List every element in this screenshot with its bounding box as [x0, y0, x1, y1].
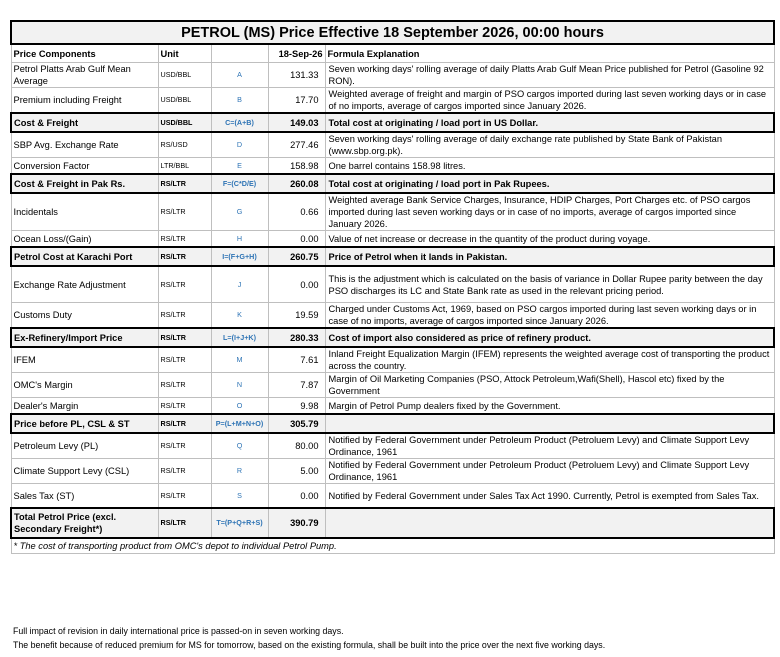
row-unit: RS/LTR	[158, 247, 211, 266]
row-formula: Total cost at originating / load port in US Dollar.	[325, 113, 774, 132]
row-formula: Weighted average Bank Service Charges, Insurance, HDIP Charges, Port Charges etc. of PSO cargos imported during last seven working days or in case of no imports, average of cargos imported since January 2026.	[325, 193, 774, 231]
header-component: Price Components	[11, 44, 158, 63]
row-formula: Value of net increase or decrease in the quantity of the product during voyage.	[325, 231, 774, 248]
row-component: Climate Support Levy (CSL)	[11, 459, 158, 484]
row-component: Ex-Refinery/Import Price	[11, 328, 158, 347]
row-component: Total Petrol Price (excl. Secondary Freight*)	[11, 508, 158, 538]
row-value: 80.00	[268, 433, 325, 459]
row-ref: G	[211, 193, 268, 231]
row-value: 0.66	[268, 193, 325, 231]
row-ref: L=(I+J+K)	[211, 328, 268, 347]
row-unit: RS/LTR	[158, 303, 211, 329]
row-value: 149.03	[268, 113, 325, 132]
row-formula: Notified by Federal Government under Petroleum Product (Petroluem Levy) and Climate Support Levy Ordinance, 1961	[325, 459, 774, 484]
row-value: 0.00	[268, 266, 325, 303]
table-row	[11, 88, 774, 114]
row-component: Dealer's Margin	[11, 398, 158, 415]
row-value: 7.61	[268, 347, 325, 373]
row-ref: P=(L+M+N+O)	[211, 414, 268, 433]
row-ref: R	[211, 459, 268, 484]
row-value: 260.75	[268, 247, 325, 266]
footnote: * The cost of transporting product from OMC's depot to individual Petrol Pump.	[11, 538, 774, 554]
row-unit: RS/LTR	[158, 414, 211, 433]
row-component: Cost & Freight in Pak Rs.	[11, 174, 158, 193]
row-ref: I=(F+G+H)	[211, 247, 268, 266]
row-ref: N	[211, 373, 268, 398]
row-formula: Notified by Federal Government under Petroleum Product (Petroluem Levy) and Climate Support Levy Ordinance, 1961	[325, 433, 774, 459]
table-row	[11, 328, 774, 347]
header-formula: Formula Explanation	[325, 44, 774, 63]
table-row	[11, 398, 774, 415]
row-formula: This is the adjustment which is calculated on the basis of variance in Dollar Rupee parity between the day PSO discharges its LC and State Bank rate as used in the relevant pricing period.	[325, 266, 774, 303]
row-ref: M	[211, 347, 268, 373]
row-component: Ocean Loss/(Gain)	[11, 231, 158, 248]
row-value: 7.87	[268, 373, 325, 398]
row-formula: Cost of import also considered as price of refinery product.	[325, 328, 774, 347]
row-component: Petroleum Levy (PL)	[11, 433, 158, 459]
table-row	[11, 158, 774, 175]
table-row	[11, 132, 774, 158]
row-unit: RS/LTR	[158, 231, 211, 248]
row-unit: RS/LTR	[158, 193, 211, 231]
row-unit: RS/LTR	[158, 433, 211, 459]
row-component: OMC's Margin	[11, 373, 158, 398]
row-unit: RS/LTR	[158, 266, 211, 303]
note-1: Full impact of revision in daily international price is passed-on in seven working days.	[13, 626, 344, 636]
row-formula: Notified by Federal Government under Sales Tax Act 1990. Currently, Petrol is exempted from Sales Tax.	[325, 484, 774, 509]
row-ref: S	[211, 484, 268, 509]
row-unit: RS/LTR	[158, 484, 211, 509]
row-value: 0.00	[268, 231, 325, 248]
row-component: IFEM	[11, 347, 158, 373]
row-value: 390.79	[268, 508, 325, 538]
row-component: Customs Duty	[11, 303, 158, 329]
table-row	[11, 484, 774, 509]
row-ref: E	[211, 158, 268, 175]
table-row	[11, 459, 774, 484]
row-component: Cost & Freight	[11, 113, 158, 132]
row-unit: RS/LTR	[158, 347, 211, 373]
table-row	[11, 247, 774, 266]
row-ref: K	[211, 303, 268, 329]
row-component: Incidentals	[11, 193, 158, 231]
row-value: 131.33	[268, 63, 325, 88]
header-ref	[211, 44, 268, 63]
table-row	[11, 508, 774, 538]
row-unit: RS/LTR	[158, 398, 211, 415]
row-ref: O	[211, 398, 268, 415]
title-row	[11, 21, 774, 44]
row-formula: Charged under Customs Act, 1969, based on PSO cargos imported during last seven working days or in case of no imports, average of cargos imported since January 2026.	[325, 303, 774, 329]
row-ref: H	[211, 231, 268, 248]
row-unit: RS/USD	[158, 132, 211, 158]
row-value: 0.00	[268, 484, 325, 509]
row-component: Sales Tax (ST)	[11, 484, 158, 509]
page-title: PETROL (MS) Price Effective 18 September 2026, 00:00 hours	[11, 21, 774, 44]
row-formula: Margin of Oil Marketing Companies (PSO, Attock Petroleum,Wafi(Shell), Hascol etc) fixed by the Government	[325, 373, 774, 398]
row-ref: T=(P+Q+R+S)	[211, 508, 268, 538]
row-component: Exchange Rate Adjustment	[11, 266, 158, 303]
row-formula: Inland Freight Equalization Margin (IFEM) represents the weighted average cost of transporting the product across the country.	[325, 347, 774, 373]
row-component: Premium including Freight	[11, 88, 158, 114]
row-ref: C=(A+B)	[211, 113, 268, 132]
row-value: 5.00	[268, 459, 325, 484]
row-component: Price before PL, CSL & ST	[11, 414, 158, 433]
row-unit: RS/LTR	[158, 328, 211, 347]
row-unit: RS/LTR	[158, 459, 211, 484]
table-row	[11, 347, 774, 373]
row-unit: RS/LTR	[158, 174, 211, 193]
table-row	[11, 303, 774, 329]
row-formula: Price of Petrol when it lands in Pakistan.	[325, 247, 774, 266]
table-row	[11, 174, 774, 193]
table-row	[11, 193, 774, 231]
row-value: 280.33	[268, 328, 325, 347]
row-formula: Seven working days' rolling average of daily exchange rate published by State Bank of Pakistan (www.sbp.org.pk).	[325, 132, 774, 158]
row-ref: J	[211, 266, 268, 303]
row-value: 305.79	[268, 414, 325, 433]
note-2: The benefit because of reduced premium for MS for tomorrow, based on the existing formula, shall be built into the price over the next five working days.	[13, 640, 606, 650]
row-ref: B	[211, 88, 268, 114]
row-value: 9.98	[268, 398, 325, 415]
row-component: Conversion Factor	[11, 158, 158, 175]
row-formula	[325, 508, 774, 538]
footnote-row	[11, 538, 774, 554]
row-formula: One barrel contains 158.98 litres.	[325, 158, 774, 175]
row-unit: USD/BBL	[158, 63, 211, 88]
price-table	[10, 20, 775, 554]
row-ref: D	[211, 132, 268, 158]
row-ref: Q	[211, 433, 268, 459]
table-row	[11, 113, 774, 132]
table-row	[11, 414, 774, 433]
row-unit: LTR/BBL	[158, 158, 211, 175]
table-row	[11, 63, 774, 88]
row-value: 17.70	[268, 88, 325, 114]
table-row	[11, 373, 774, 398]
table-row	[11, 433, 774, 459]
row-unit: USD/BBL	[158, 88, 211, 114]
row-formula: Margin of Petrol Pump dealers fixed by the Government.	[325, 398, 774, 415]
table-row	[11, 266, 774, 303]
table-row	[11, 231, 774, 248]
row-component: SBP Avg. Exchange Rate	[11, 132, 158, 158]
row-value: 158.98	[268, 158, 325, 175]
row-ref: A	[211, 63, 268, 88]
row-unit: RS/LTR	[158, 508, 211, 538]
row-value: 260.08	[268, 174, 325, 193]
row-value: 277.46	[268, 132, 325, 158]
row-ref: F=(C*D/E)	[211, 174, 268, 193]
row-component: Petrol Cost at Karachi Port	[11, 247, 158, 266]
header-row	[11, 44, 774, 63]
row-formula: Seven working days' rolling average of daily Platts Arab Gulf Mean Price published for Petrol (Gasoline 92 RON).	[325, 63, 774, 88]
row-component: Petrol Platts Arab Gulf Mean Average	[11, 63, 158, 88]
header-date: 18-Sep-26	[268, 44, 325, 63]
row-formula: Total cost at originating / load port in Pak Rupees.	[325, 174, 774, 193]
header-unit: Unit	[158, 44, 211, 63]
row-unit: USD/BBL	[158, 113, 211, 132]
row-formula	[325, 414, 774, 433]
row-formula: Weighted average of freight and margin of PSO cargos imported during last seven working days or in case of no imports, average of cargos imported since January 2026.	[325, 88, 774, 114]
row-value: 19.59	[268, 303, 325, 329]
row-unit: RS/LTR	[158, 373, 211, 398]
